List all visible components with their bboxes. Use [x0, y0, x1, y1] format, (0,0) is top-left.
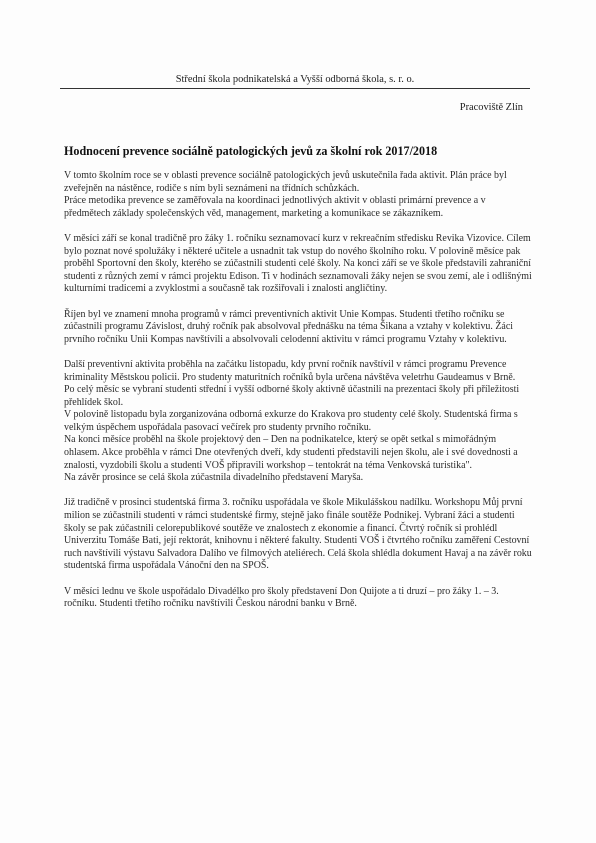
document-body [64, 170, 532, 611]
paragraph-december: Již tradičně v prosinci studentská firma 3. ročníku uspořádala ve škole Mikulášskou nadílku. Workshopu Můj první milion se zúčastnili studenti v rámci studentské firmy, stejně jako finále soutěže Podnikej. Vybraní žáci a studenti školy se pak zúčastnili celorepublikové soutěže ve znalostech z ekonomie a financí. Čtvrtý ročník si prohlédl Univerzitu Tomáše Bati, její rektorát, knihovnu i některé fakulty. Studenti VOŠ i čtvrtého ročníku zaměření Cestovní ruch navštívili výstavu Salvadora Dalího ve filmových ateliérech. Celá škola shlédla dokument Havaj a na závěr roku studentská firma uspořádala Vánoční den na SPOŠ. [64, 497, 532, 572]
header-divider [60, 88, 530, 89]
paragraph-theatre: Na závěr prosince se celá škola zúčastnila divadelního představení Maryša. [64, 472, 364, 484]
workplace-label: Pracoviště Zlín [459, 102, 523, 113]
paragraph-november-presentation: Po celý měsíc se vybraní studenti střední i vyšší odborné školy aktivně účastnili na prezentaci školy při příležitosti přehlídek škol. [64, 384, 520, 408]
school-header: Střední škola podnikatelská a Vyšší odborná škola, s. r. o. [175, 74, 415, 85]
paragraph-november-start: Další preventivní aktivita proběhla na začátku listopadu, kdy první ročník navštívil v rámci programu Prevence kriminality Městskou policii. Pro studenty maturitních ročníků byla určena návštěva veletrhu Gaudeamus v Brně. [64, 358, 516, 383]
document-title: Hodnocení prevence sociálně patologických jevů za školní rok 2017/2018 [64, 144, 438, 158]
paragraph-methodology: Práce metodika prevence se zaměřovala na koordinaci jednotlivých aktivit v oblasti primární prevence a v předmětech základy společenských věd, management, marketing a komunikace se zákazníkem. [64, 195, 486, 219]
paragraph-september: V měsíci září se konal tradičně pro žáky 1. ročníku seznamovací kurz v rekreačním středisku Revika Vizovice. Cílem bylo poznat nové spolužáky i některé učitele a usnadnit tak vstup do nového školního roku. V polovině měsíce pak proběhl Sportovní den školy, kterého se zúčastnili studenti celé školy. Na konci září se ve škole představili zahraniční studenti z různých zemí v rámci projektu Edison. Ti v hodinách seznamovali žáky nejen se svou zemí, ale i odlišnými kulturními tradicemi a zvyklostmi a současně tak rozšiřovali i znalosti angličtiny. [64, 232, 532, 295]
paragraph-october: Říjen byl ve znamení mnoha programů v rámci preventivních aktivit Unie Kompas. Studenti třetího ročníku se zúčastnili programu Závislost, druhý ročník pak absolvoval přednášku na téma Šikana a vztahy v kolektivu. Žáci prvního ročníku Unii Kompas navštívili a absolvovali celodenní aktivitu v rámci programu Vztahy v kolektivu. [64, 308, 513, 345]
paragraph-january: V měsíci lednu ve škole uspořádalo Divadélko pro školy představení Don Quijote a ti druzí – pro žáky 1. – 3. ročníku. Studenti třetího ročníku navštívili Českou národní banku v Brně. [64, 585, 499, 610]
paragraph-project-day: Na konci měsíce proběhl na škole projektový den – Den na podnikatelce, který se opět setkal s mimořádným ohlasem. Akce proběhla v rámci Dne otevřených dveří, kdy studenti představili nejen školu, ale i své dovednosti a znalosti, vyzdobili školu a studenti VOŠ připravili workshop – tentokrát na téma Venkovská turistika". [64, 434, 518, 471]
paragraph-intro: V tomto školním roce se v oblasti prevence sociálně patologických jevů uskutečnila řada aktivit. Plán práce byl zveřejněn na nástěnce, rodiče s ním byli seznámeni na třídních schůzkách. [64, 170, 507, 194]
paragraph-november-excursion: V polovině listopadu byla zorganizována odborná exkurze do Krakova pro studenty celé školy. Studentská firma s velkým úspěchem uspořádala pasovací večírek pro studenty prvního ročníku. [64, 409, 518, 433]
